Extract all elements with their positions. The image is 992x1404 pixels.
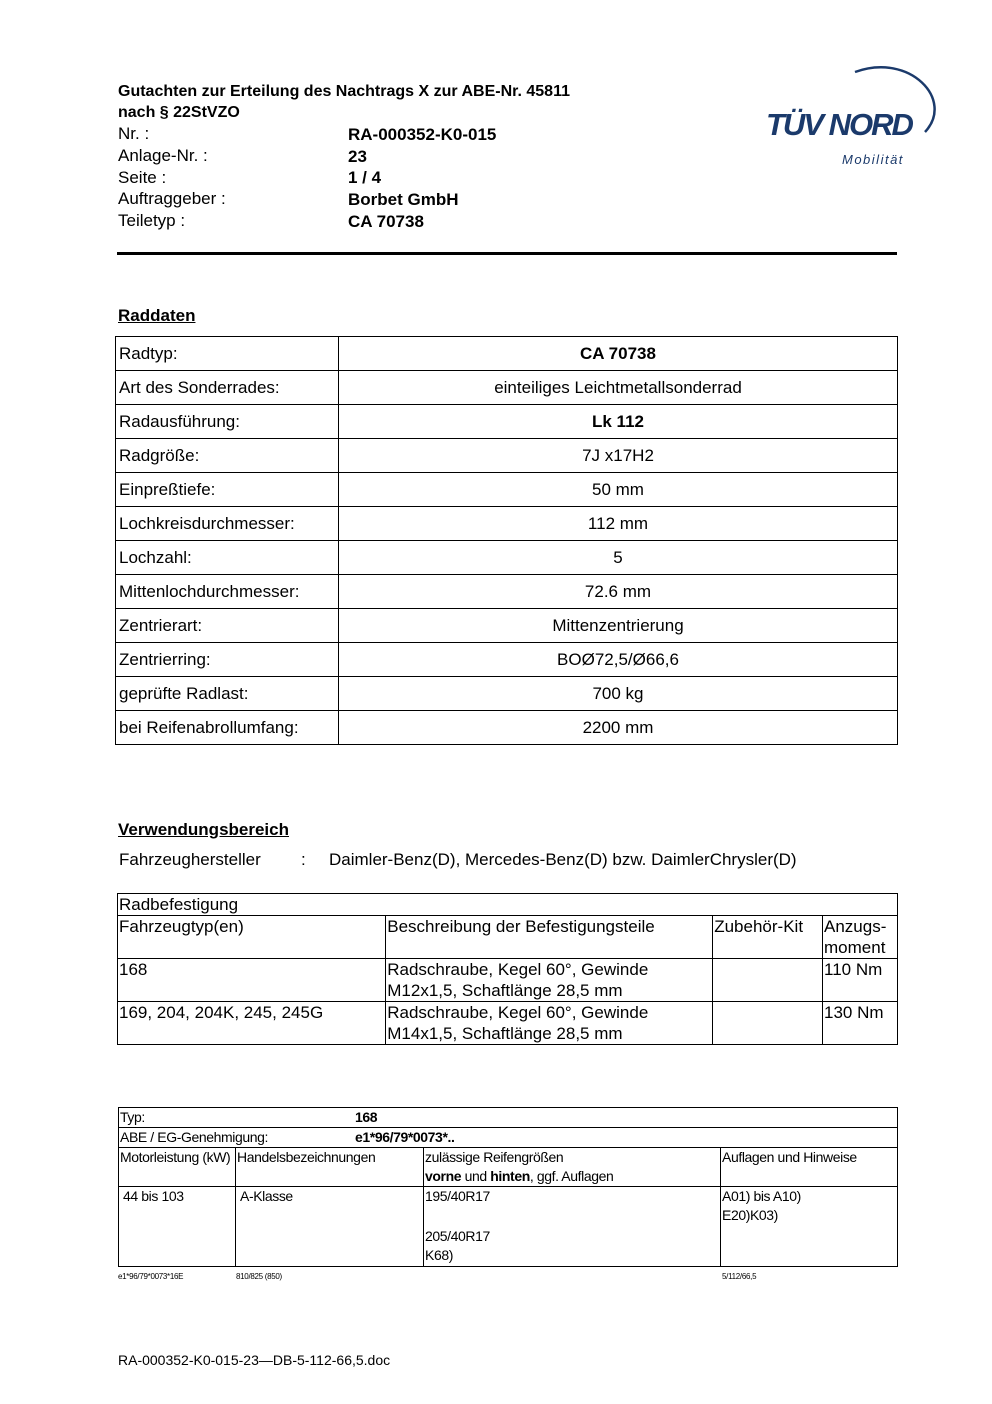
hersteller-colon: : <box>301 850 306 869</box>
reifen-header-und: und <box>461 1168 491 1184</box>
table-row <box>116 541 898 575</box>
beschreibung-cell: Radschraube, Kegel 60°, Gewinde M12x1,5, Schaftlänge 28,5 mm <box>386 959 713 1002</box>
abe-label: ABE / EG-Genehmigung: <box>120 1129 269 1145</box>
kit-cell <box>713 1002 823 1045</box>
typ-value: 168 <box>355 1109 378 1125</box>
moment-cell: 110 Nm <box>823 959 898 1002</box>
raddaten-label: Radausführung: <box>116 405 339 439</box>
raddaten-value: 7J x17H2 <box>339 439 898 473</box>
table-row <box>116 439 898 473</box>
footnote-pcd: 5/112/66,5 <box>722 1272 757 1281</box>
table-row <box>116 371 898 405</box>
logo-tagline: Mobilität <box>842 152 904 167</box>
reifen-size-2: 205/40R17 <box>425 1228 490 1244</box>
raddaten-label: Lochkreisdurchmesser: <box>116 507 339 541</box>
moment-cell: 130 Nm <box>823 1002 898 1045</box>
raddaten-value: 700 kg <box>339 677 898 711</box>
raddaten-value: CA 70738 <box>339 337 898 371</box>
raddaten-value: 112 mm <box>339 507 898 541</box>
logo-brand-text: TÜV NORD <box>766 107 912 142</box>
table-row <box>116 609 898 643</box>
reifen-header-rest: , ggf. Auflagen <box>529 1168 614 1184</box>
table-row <box>116 711 898 745</box>
hersteller-value: Daimler-Benz(D), Mercedes-Benz(D) bzw. DaimlerChrysler(D) <box>329 850 797 869</box>
table-row <box>116 507 898 541</box>
header-value-auftraggeber: Borbet GmbH <box>348 190 459 209</box>
raddaten-value: BOØ72,5/Ø66,6 <box>339 643 898 677</box>
reifen-auflage: K68) <box>425 1247 453 1263</box>
header-label-teiletyp: Teiletyp : <box>118 211 186 230</box>
table-header-row <box>118 916 898 959</box>
raddaten-value: Lk 112 <box>339 405 898 439</box>
reifen-header-vorne: vorne <box>425 1168 462 1184</box>
table-row <box>116 575 898 609</box>
raddaten-value: Mittenzentrierung <box>339 609 898 643</box>
auflagen-line-2: E20)K03) <box>722 1207 778 1223</box>
header-label-auftraggeber: Auftraggeber : <box>118 189 226 208</box>
radbefestigung-table <box>117 893 898 1045</box>
raddaten-label: bei Reifenabrollumfang: <box>116 711 339 745</box>
reifen-cell <box>424 1187 721 1267</box>
table-row <box>116 405 898 439</box>
table-row <box>116 473 898 507</box>
header-value-teiletyp: CA 70738 <box>348 212 424 231</box>
header-divider <box>117 252 897 255</box>
verwendung-title: Verwendungsbereich <box>118 820 289 839</box>
raddaten-label: geprüfte Radlast: <box>116 677 339 711</box>
column-header: Auflagen und Hinweise <box>721 1148 898 1187</box>
header-value-seite: 1 / 4 <box>348 168 382 187</box>
raddaten-label: Lochzahl: <box>116 541 339 575</box>
abe-value: e1*96/79*0073*.. <box>355 1129 455 1145</box>
fahrzeugtyp-cell: 168 <box>118 959 386 1002</box>
header-label-nr: Nr. : <box>118 124 150 143</box>
auflagen-cell <box>721 1187 898 1267</box>
kit-cell <box>713 959 823 1002</box>
raddaten-label: Zentrierart: <box>116 609 339 643</box>
table-row <box>119 1128 898 1148</box>
raddaten-label: Zentrierring: <box>116 643 339 677</box>
motor-cell: 44 bis 103 <box>119 1187 236 1267</box>
handel-cell: A-Klasse <box>236 1187 424 1267</box>
tuev-nord-logo <box>760 60 940 170</box>
raddaten-value: einteiliges Leichtmetallsonderrad <box>339 371 898 405</box>
befestigung-title: Radbefestigung <box>118 894 898 916</box>
raddaten-label: Radtyp: <box>116 337 339 371</box>
table-row <box>119 1108 898 1128</box>
table-row <box>118 959 898 1002</box>
raddaten-label: Art des Sonderrades: <box>116 371 339 405</box>
beschreibung-cell: Radschraube, Kegel 60°, Gewinde M14x1,5, Schaftlänge 28,5 mm <box>386 1002 713 1045</box>
header-label-anlage: Anlage-Nr. : <box>118 146 208 165</box>
reifen-header <box>424 1148 721 1187</box>
reifen-header-line1: zulässige Reifengrößen <box>425 1149 564 1165</box>
hersteller-label: Fahrzeughersteller <box>119 850 261 869</box>
table-row <box>116 337 898 371</box>
raddaten-label: Einpreßtiefe: <box>116 473 339 507</box>
table-row <box>116 677 898 711</box>
raddaten-value: 72.6 mm <box>339 575 898 609</box>
raddaten-label: Radgröße: <box>116 439 339 473</box>
table-row <box>119 1187 898 1267</box>
column-header: Anzugs-moment <box>823 916 898 959</box>
column-header: Fahrzeugtyp(en) <box>118 916 386 959</box>
typ-cell <box>119 1108 898 1128</box>
document-title: Gutachten zur Erteilung des Nachtrags X zur ABE-Nr. 45811 nach § 22StVZO <box>118 83 570 121</box>
raddaten-table <box>115 336 898 745</box>
typ-table <box>118 1107 898 1267</box>
header-value-nr: RA-000352-K0-015 <box>348 125 497 144</box>
raddaten-value: 50 mm <box>339 473 898 507</box>
column-header: Motorleistung (kW) <box>119 1148 236 1187</box>
document-footer: RA-000352-K0-015-23—DB-5-112-66,5.doc <box>118 1352 391 1368</box>
column-header: Zubehör-Kit <box>713 916 823 959</box>
fahrzeugtyp-cell: 169, 204, 204K, 245, 245G <box>118 1002 386 1045</box>
header-label-seite: Seite : <box>118 168 167 187</box>
footnote-ec-number: e1*96/79*0073*16E <box>118 1272 184 1281</box>
raddaten-label: Mittenlochdurchmesser: <box>116 575 339 609</box>
raddaten-title: Raddaten <box>118 306 196 325</box>
table-row <box>116 643 898 677</box>
auflagen-line-1: A01) bis A10) <box>722 1188 801 1204</box>
table-header-row <box>119 1148 898 1187</box>
reifen-size-1: 195/40R17 <box>425 1188 490 1204</box>
column-header: Handelsbezeichnungen <box>236 1148 424 1187</box>
reifen-header-hinten: hinten <box>490 1168 530 1184</box>
header-value-anlage: 23 <box>348 147 367 166</box>
footnote-weight: 810/825 (850) <box>236 1272 282 1281</box>
column-header: Beschreibung der Befestigungsteile <box>386 916 713 959</box>
abe-cell <box>119 1128 898 1148</box>
raddaten-value: 2200 mm <box>339 711 898 745</box>
typ-label: Typ: <box>120 1109 145 1125</box>
table-row <box>118 1002 898 1045</box>
table-row <box>118 894 898 916</box>
raddaten-value: 5 <box>339 541 898 575</box>
